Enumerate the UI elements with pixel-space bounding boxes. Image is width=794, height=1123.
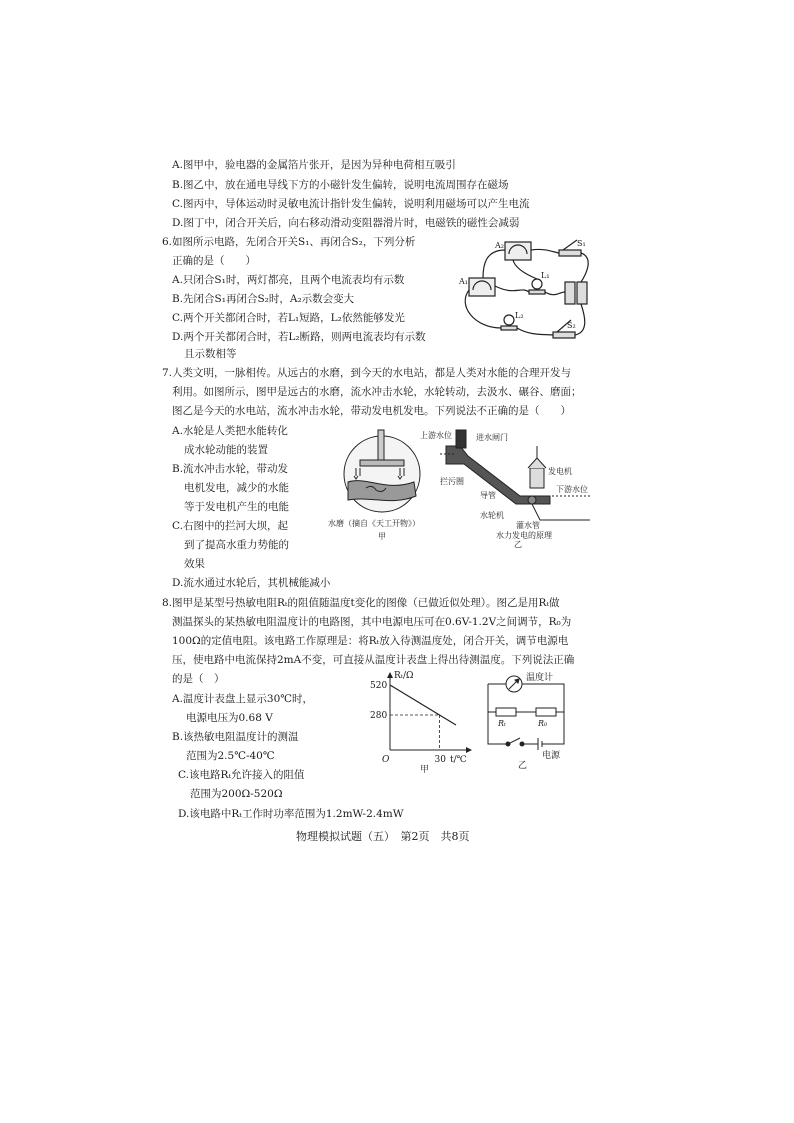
q6-stem-2: 正确的是（ ） — [172, 255, 256, 267]
q7-hydro-trash: 拦污圈 — [440, 477, 464, 486]
q8-chart-label: 甲 — [420, 765, 430, 774]
q7-option-c: C.右图中的拦河大坝，起 — [172, 520, 288, 532]
q6-option-a: A.只闭合S₁时，两灯都亮，且两个电流表均有示数 — [172, 274, 405, 286]
q8-option-d: D.该电路中Rₜ工作时功率范围为1.2mW-2.4mW — [178, 808, 404, 820]
q7-hydro-pipe: 导管 — [480, 491, 496, 500]
q8-circuit-meter-label: 温度计 — [526, 673, 554, 683]
q7-stem: 7.人类文明，一脉相传。从远古的水磨，到今天的水电站，都是人类对水能的合理开发与 — [162, 367, 572, 379]
q8-stem-4: 压，使电路中电流保持2mA不变，可直接从温度计表盘上得出待测温度。下列说法正确 — [172, 654, 575, 666]
q8-option-b: B.该热敏电阻温度计的测温 — [172, 731, 299, 743]
q6-option-b: B.先闭合S₁再闭合S₂时，A₂示数会变大 — [172, 293, 355, 305]
q7-hydro-caption: 水力发电的原理 — [496, 531, 552, 540]
q6-option-d: D.两个开关都闭合时，若L₂断路，则两电流表均有示数 — [172, 331, 426, 343]
q7-hydropower-figure — [420, 424, 600, 548]
q7-option-b-cont: 电机发电，减少的水能 — [184, 482, 289, 494]
page-footer: 物理模拟试题（五） 第2页 共8页 — [296, 830, 470, 843]
q7-hydro-turbine: 水轮机 — [480, 511, 504, 520]
q8-option-c-cont: 范围为200Ω-520Ω — [190, 788, 283, 800]
q7-option-a-cont: 成水轮动能的装置 — [184, 444, 268, 456]
q8-chart-ytick-520: 520 — [370, 681, 388, 691]
q8-stem: 8.图甲是某型号热敏电阻Rₜ的阻值随温度t变化的图像（已做近似处理）。图乙是用Rₜ做 — [162, 597, 560, 609]
q8-chart-ylabel: Rₜ/Ω — [394, 671, 414, 681]
q6-fig-l2-label: L₂ — [515, 311, 524, 320]
q5-option-a: A.图甲中，验电器的金属箔片张开，是因为异种电荷相互吸引 — [172, 159, 456, 171]
q6-fig-a2-label: A₂ — [495, 241, 504, 250]
q7-stem-3: 图乙是今天的水电站，流水冲击水轮，带动发电机发电。下列说法不正确的是（ ） — [172, 405, 571, 417]
q7-hydro-gate: 进水闸门 — [476, 433, 508, 442]
q5-option-d: D.图丁中，闭合开关后，向右移动滑动变阻器滑片时，电磁铁的磁性会减弱 — [172, 217, 520, 229]
q8-circuit-rt-label: Rₜ — [498, 719, 506, 728]
q8-option-a-cont: 电源电压为0.68 V — [186, 712, 273, 724]
q8-chart-ytick-280: 280 — [370, 711, 388, 721]
q8-stem-2: 测温探头的某热敏电阻温度计的电路图，其中电源电压可在0.6V-1.2V之间调节，R₀为 — [172, 616, 572, 628]
q7-hydro-upstream: 上游水位 — [420, 431, 452, 440]
q7-hydro-outlet: 灌水管 — [516, 521, 540, 530]
q8-option-a: A.温度计表盘上显示30℃时， — [172, 693, 314, 705]
q8-circuit-source-label: 电源 — [542, 751, 561, 761]
q8-stem-5: 的是（ ） — [172, 673, 225, 685]
q6-stem: 6.如图所示电路，先闭合开关S₁、再闭合S₂，下列分析 — [162, 236, 416, 248]
q7-option-c-cont-2: 效果 — [184, 558, 205, 570]
q8-rt-temperature-chart — [362, 670, 482, 774]
q6-fig-s1-label: S₁ — [577, 239, 586, 248]
q6-option-c: C.两个开关都闭合时，若L₁短路，L₂依然能够发光 — [172, 312, 405, 324]
q8-thermometer-circuit — [478, 668, 590, 772]
q7-hydro-label: 乙 — [514, 540, 522, 548]
q8-option-b-cont: 范围为2.5℃-40℃ — [186, 750, 275, 762]
q6-circuit-figure — [455, 236, 615, 346]
q7-option-a: A.水轮是人类把水能转化 — [172, 425, 288, 437]
q7-option-c-cont: 到了提高水重力势能的 — [184, 539, 289, 551]
q5-option-c: C.图丙中，导体运动时灵敏电流计指针发生偏转，说明利用磁场可以产生电流 — [172, 198, 530, 210]
q6-fig-a1-label: A₁ — [459, 277, 468, 286]
q8-circuit-label: 乙 — [518, 761, 528, 771]
q8-circuit-r0-label: R₀ — [538, 719, 548, 728]
q8-option-c: C.该电路Rₜ允许接入的阻值 — [178, 769, 305, 781]
q7-stem-2: 利用。如图所示，图甲是远古的水磨，流水冲击水轮，水轮转动，去汲水、碾谷、磨面； — [172, 386, 582, 398]
q6-option-d-cont: 且示数相等 — [184, 348, 237, 360]
q6-fig-s2-label: S₂ — [567, 321, 576, 330]
q8-chart-series-line — [390, 685, 456, 725]
q8-chart-xtick-30: 30 — [434, 755, 446, 765]
q8-chart-origin: O — [382, 755, 390, 765]
q6-fig-l1-label: L₁ — [541, 271, 550, 280]
q8-chart-xlabel: t/℃ — [450, 755, 467, 765]
q7-option-b: B.流水冲击水轮，带动发 — [172, 463, 289, 475]
q7-watermill-label: 甲 — [378, 532, 386, 541]
q7-hydro-generator: 发电机 — [548, 467, 572, 476]
q7-hydro-downstream: 下游水位 — [556, 485, 588, 494]
q7-option-d: D.流水通过水轮后，其机械能减小 — [172, 577, 331, 589]
q7-watermill-caption: 水磨（摘自《天工开物》） — [328, 519, 420, 528]
q8-stem-3: 100Ω的定值电阻。该电路工作原理是：将Rₜ放入待测温度处，闭合开关，调节电源电 — [172, 635, 569, 647]
q5-option-b: B.图乙中，放在通电导线下方的小磁针发生偏转，说明电流周围存在磁场 — [172, 179, 509, 191]
q7-option-b-cont-2: 等于发电机产生的电能 — [184, 501, 289, 513]
